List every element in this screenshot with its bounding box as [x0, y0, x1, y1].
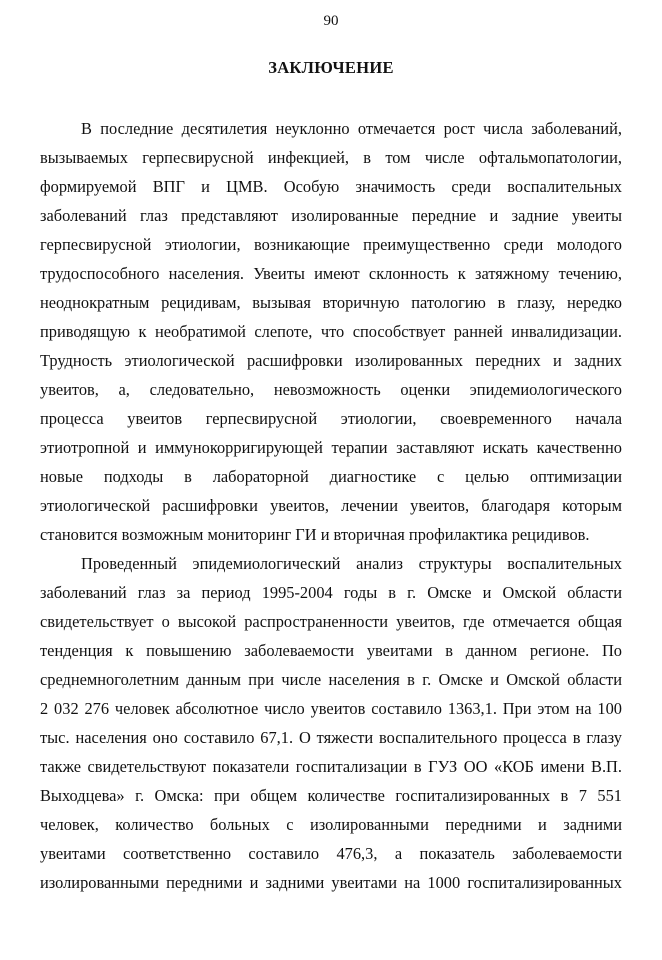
text-line: увеитов, а, следовательно, невозможность оценки эпидемиологического [40, 380, 622, 399]
text-line: неоднократным рецидивам, вызывая вторичную патологию в глазу, нередко [40, 293, 622, 312]
text-line: формируемой ВПГ и ЦМВ. Особую значимость среди воспалительных [40, 177, 622, 196]
text-line: этиотропной и иммунокорригирующей терапии заставляют искать качественно [40, 438, 622, 457]
text-line: трудоспособного населения. Увеиты имеют склонность к затяжному течению, [40, 264, 622, 283]
paragraph-1 [40, 114, 622, 549]
text-line: герпесвирусной этиологии, возникающие преимущественно среди молодого [40, 235, 622, 254]
text-line: Трудность этиологической расшифровки изолированных передних и задних [40, 351, 622, 370]
text-line: изолированными передними и задними увеитами на 1000 госпитализированных [40, 873, 622, 892]
text-line: В последние десятилетия неуклонно отмечается рост числа заболеваний, [81, 119, 622, 138]
text-line: тенденция к повышению заболеваемости увеитами в данном регионе. По [40, 641, 622, 660]
body-text [40, 114, 622, 897]
section-heading: ЗАКЛЮЧЕНИЕ [268, 58, 394, 77]
text-line: новые подходы в лабораторной диагностике с целью оптимизации [40, 467, 622, 486]
text-line: человек, количество больных с изолированными передними и задними [40, 815, 622, 834]
page-number: 90 [323, 13, 339, 29]
text-line: становится возможным мониторинг ГИ и вторичная профилактика рецидивов. [40, 525, 590, 544]
text-line: свидетельствует о высокой распространенности увеитов, где отмечается общая [40, 612, 622, 631]
text-line: также свидетельствуют показатели госпитализации в ГУЗ ОО «КОБ имени В.П. [40, 757, 622, 776]
text-line: тыс. населения оно составило 67,1. О тяжести воспалительного процесса в глазу [40, 728, 622, 747]
text-line: Выходцева» г. Омска: при общем количестве госпитализированных в 7 551 [40, 786, 622, 805]
text-line: приводящую к необратимой слепоте, что способствует ранней инвалидизации. [40, 322, 622, 341]
text-line: этиологической расшифровки увеитов, лечении увеитов, благодаря которым [40, 496, 622, 515]
text-line: вызываемых герпесвирусной инфекцией, в том числе офтальмопатологии, [40, 148, 622, 167]
text-line: заболеваний глаз за период 1995-2004 годы в г. Омске и Омской области [40, 583, 622, 602]
text-line: 2 032 276 человек абсолютное число увеитов составило 1363,1. При этом на 100 [40, 699, 622, 718]
text-line: увеитами соответственно составило 476,3, а показатель заболеваемости [40, 844, 622, 863]
text-line: процесса увеитов герпесвирусной этиологии, своевременного начала [40, 409, 622, 428]
text-line: Проведенный эпидемиологический анализ структуры воспалительных [81, 554, 622, 573]
text-line: среднемноголетним данным при числе населения в г. Омске и Омской области [40, 670, 622, 689]
text-line: заболеваний глаз представляют изолированные передние и задние увеиты [40, 206, 622, 225]
paragraph-2 [40, 549, 622, 897]
